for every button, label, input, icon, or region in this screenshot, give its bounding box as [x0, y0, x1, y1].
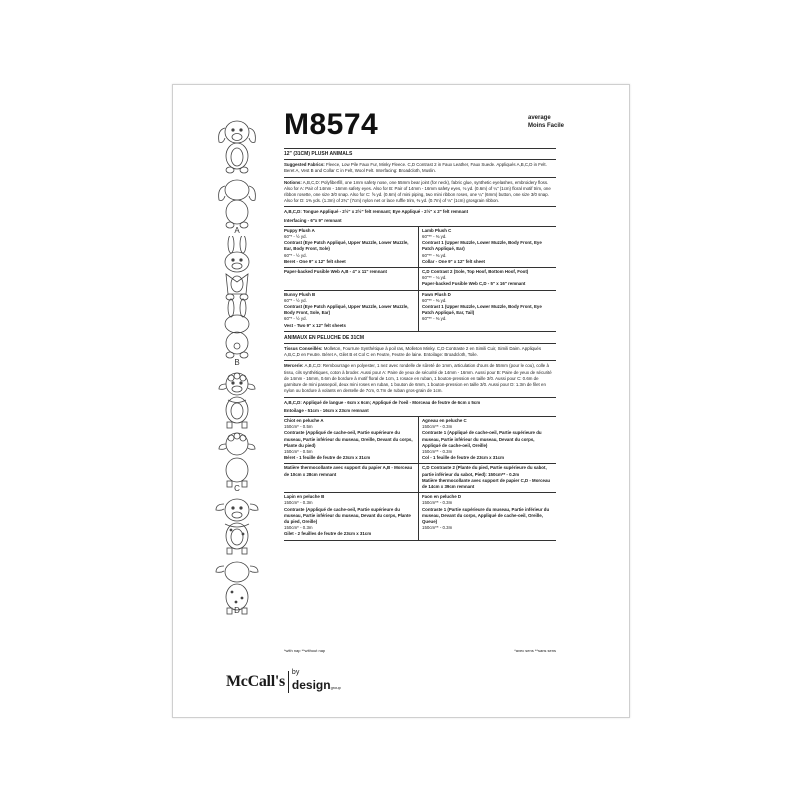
divider — [284, 397, 556, 398]
fabrics-label-fr: Tissus Conseillés: — [284, 346, 323, 352]
view-title: Lamb Plush C — [422, 227, 452, 233]
notions — [284, 180, 556, 205]
difficulty-label — [528, 114, 564, 130]
figure-letter: B — [234, 358, 240, 367]
yardage-line: Collar - One 9" x 12" felt sheet — [422, 258, 485, 264]
yardage-line: Matière thermocollante avec support du papier A,B - Morceau de 10cm x 28cm remnant — [284, 465, 413, 477]
yardage-line: 150cm* - 0.3m — [284, 500, 313, 506]
puppy-illustration — [198, 112, 276, 232]
suggested-fabrics — [284, 162, 556, 174]
logo-by: by — [291, 669, 300, 676]
view-title: Lapin en peluche B — [284, 494, 325, 500]
tissus-conseilles — [284, 346, 556, 358]
pattern-number: M8574 — [284, 108, 379, 141]
divider — [284, 206, 556, 207]
notions-label: Notions: — [284, 179, 302, 185]
difficulty-fr: Moins Facile — [528, 123, 565, 129]
illustrations-column — [198, 112, 276, 622]
yardage-line: Beret - One 9" x 12" felt sheet — [284, 258, 346, 264]
yardage-line: Béret - 1 feuille de feutre de 23cm x 31cm — [284, 455, 371, 461]
figure-letter: D — [234, 606, 240, 615]
yardage-line: 150cm** - 0.3m — [422, 424, 453, 430]
yardage-row — [284, 226, 556, 267]
yardage-line: 60"** - ⅜ yd. — [422, 316, 447, 322]
logo-group: group — [330, 685, 341, 690]
divider — [284, 159, 556, 160]
english-yardage-table — [284, 226, 556, 332]
mercerie — [284, 363, 556, 394]
yardage-cell — [419, 226, 557, 267]
yardage-line: Contrast (Eye Patch Appliqué, Upper Muzzle, Lower Muzzle, Body Front, Sole, Ear) — [284, 304, 409, 316]
yardage-cell — [284, 290, 419, 331]
view-title: Fawn Plush D — [422, 291, 451, 297]
yardage-row — [284, 464, 556, 493]
view-title: Puppy Plush A — [284, 227, 315, 233]
yardage-line: 150cm* - 0.3m — [284, 525, 313, 531]
yardage-line: 60"** - ⅜ yd. — [422, 234, 447, 240]
yardage-line: 60"** - ⅜ yd. — [422, 297, 447, 303]
yardage-line: Gilet - 2 feuilles de feutre de 23cm x 31cm — [284, 531, 372, 537]
view-title: Chiot en peluche A — [284, 417, 324, 423]
fabrics-label: Suggested Fabrics: — [284, 162, 325, 168]
yardage-line: Contraste (Appliqué de cache-oeil, Partie supérieure du museau, Partie inférieur du museau, Oreille, Devant du corps, Plante du pied) — [284, 430, 413, 448]
yardage-line: 150cm** - 0.3m — [422, 448, 453, 454]
logo-design: design — [291, 678, 331, 692]
lamb-illustration — [198, 370, 276, 492]
yardage-line: 150cm* - 0.5m — [284, 448, 313, 454]
yardage-cell — [284, 416, 419, 463]
yardage-line: Contrast (Eye Patch Appliqué, Upper Muzzle, Lower Muzzle, Ear, Body Front, Sole) — [284, 240, 409, 252]
yardage-line: Contraste 1 (Partie supérieure du museau, Partie inférieur du museau, Devant du corps, Appliqué de cache-oeil, Oreille, Queue) — [422, 506, 550, 524]
yardage-line: 150cm** - 0.3m — [422, 500, 453, 506]
fawn-illustration — [198, 494, 276, 620]
yardage-line: 60"* - ½ yd. — [284, 234, 307, 240]
yardage-line: 60"** - ⅛ yd. — [422, 275, 447, 281]
divider — [284, 343, 556, 344]
logo-divider — [288, 671, 289, 693]
applique-requirements: A,B,C,D: Tongue Appliqué - 2½" x 2½" felt remnant; Eye Appliqué - 2½" x 2" felt remnant — [284, 209, 469, 215]
yardage-line: Contrast 1 (Upper Muzzle, Lower Muzzle, Body Front, Eye Patch Appliqué, Ear) — [422, 240, 542, 252]
yardage-cell — [419, 290, 557, 331]
view-title: Agneau en peluche C — [422, 417, 467, 423]
nap-note-fr: *avec sens **sans sens — [514, 648, 556, 653]
notions-label-fr: Mercerie: — [284, 363, 304, 369]
applique-requirements-fr: A,B,C,D: Appliqué de langue - 6cm x 6cm; Appliqué de l'oeil - Morceau de feutre de 6cm x 5cm — [284, 399, 481, 405]
nap-note-en: *with nap **without nap — [284, 648, 326, 653]
view-title: Faon en peluche D — [422, 494, 462, 500]
yardage-line: 150cm** - 0.3m — [422, 525, 453, 531]
yardage-cell — [284, 464, 419, 493]
yardage-line: 60"* - ½ yd. — [284, 297, 307, 303]
yardage-line: Paper-backed Fusible Web C,D - 5" x 16" remnant — [422, 281, 526, 287]
yardage-line: Col - 1 feuille de feutre de 23cm x 31cm — [422, 455, 504, 461]
fabrics-text: Fleece, Low Pile Faux Fur, Minky Fleece. C,D Contrast 2 in Faux Leather, Faux Suede. Appliqués A,B,C,D in Felt. Beret A, Vest B and Collar C in Felt, Wool Felt. Interfacing: Broadcloth, Muslin. — [284, 162, 547, 174]
french-title: ANIMAUX EN PELUCHE DE 31CM — [284, 334, 365, 341]
yardage-line: 60"* - ½ yd. — [284, 252, 307, 258]
yardage-cell — [284, 493, 419, 540]
view-title: Bunny Plush B — [284, 291, 316, 297]
yardage-line: 150cm* - 0.5m — [284, 424, 313, 430]
yardage-row — [284, 493, 556, 540]
yardage-line: Matière thermocollante avec support de papier C,D - Morceau de 14cm x 39cm remnant — [422, 477, 551, 489]
divider — [284, 177, 556, 178]
interfacing-requirement: Interfacing - 6"x 9" remnant — [284, 217, 342, 223]
notions-text: A,B,C,D: Polyfiberfill, one 1mm safety nose, one 55mm bear joint (for neck), fabric glue, synthetic eyelashes, embroidery floss. Also for A: Pair of 14mm - 16mm safety eyes. Also for B: Pair of 14mm - 16mm safety eyes, ⅛ yd. (0.6m) of ¼" (1cm) floral motif trim, one ribbon rosette, one size 3/0 snap. Also for C: ⅝ yd. (0.6m) of mini piping, two mini ribbon roses, one ¼" (6mm) button, one size 3/0 snap. Also for D: 1⅜ yds. (1.3m) of 2¾" (7cm) nylon net or lace ruffle trim, ⅜ yd. (0.7m) of ⅛" (1cm) grosgrain ribbon. — [284, 179, 551, 204]
yardage-line: Paper-backed Fusible Web A,B - 4" x 11" remnant — [284, 269, 387, 275]
yardage-cell — [419, 464, 557, 493]
yardage-cell — [419, 493, 557, 540]
view-title: C,D Contrast 2 (Sole, Top Hoof, Bottom Hoof, Foot) — [422, 269, 529, 275]
design-group-logo — [292, 669, 341, 694]
divider — [284, 148, 556, 149]
fabrics-text-fr: Molleton, Fourrure Synthétique à poil ras, Molleton Minky. C,D Contraste 2 en Simili Cuir, Simili Daim. Appliqués A,B,C,D en Feutre. Béret A, Gilet B et Col C en Feutre, Feutre de laine. Entoilage: Broadcloth, Toile. — [284, 346, 542, 358]
yardage-cell — [284, 226, 419, 267]
bunny-illustration — [198, 236, 276, 360]
divider — [284, 360, 556, 361]
french-yardage-table — [284, 416, 556, 541]
yardage-row — [284, 416, 556, 463]
yardage-line: Contrast 1 (Upper Muzzle, Lower Muzzle, Body Front, Eye Patch Appliqué, Ear, Tail) — [422, 304, 542, 316]
notions-text-fr: A,B,C,D: Rembourrage en polyester, 1 nez avec rondelle de sûreté de 1mm, articulation d'ours de 55mm (pour le cou), colle à tissu, cils synthétiques, coton à broder. Aussi pour A: Paire de yeux de sécurité de 14mm - 16mm. Aussi pour B: Paire de yeux de sécurité de 14mm - 16mm, 0.6m de bordure à motif floral de 1cm, 1 rosace en ruban, 1 bouton-pression en taille 3/0. Aussi pour C: 0.6m de garniture de mini passepoil, deux mini roses en ruban, 1 bouton de 6mm, 1 bouton-pression en taille 3/0. Aussi pour D: 1.3m de filet en nylon ou bordure à volants en dentelle de 7cm, 0.7m de ruban gros-grain de 1cm. — [284, 363, 552, 394]
yardage-cell — [284, 268, 419, 291]
view-title: C,D Contraste 2 (Plante du pied, Partie supérieure du sabot, partie inférieur du sabot, Pied): 150cm** - 0.2m — [422, 465, 547, 477]
interfacing-requirement-fr: Entoilage - 51cm - 16cm x 23cm remnant — [284, 407, 369, 413]
nap-notes — [284, 648, 556, 653]
english-title: 12" (31CM) PLUSH ANIMALS — [284, 151, 353, 157]
difficulty-en: average — [528, 115, 551, 121]
pattern-details — [284, 146, 556, 543]
yardage-line: Contraste (Appliqué de cache-oeil, Partie supérieure du museau, Partie inférieur du museau, Devant du corps, Plante du pied, Oreille) — [284, 506, 411, 524]
brand-logo — [226, 669, 341, 694]
yardage-line: 60"* - ½ yd. — [284, 316, 307, 322]
figure-letter: C — [234, 484, 240, 493]
yardage-line: 60"** - ⅜ yd. — [422, 252, 447, 258]
yardage-line: Vest - Two 9" x 12" felt sheets — [284, 322, 346, 328]
yardage-row — [284, 290, 556, 331]
yardage-row — [284, 268, 556, 291]
figure-letter: A — [234, 226, 240, 235]
yardage-cell — [419, 416, 557, 463]
mccalls-logo: McCall's — [226, 672, 285, 690]
yardage-cell — [419, 268, 557, 291]
yardage-line: Contraste 1 (Appliqué de cache-oeil, Partie supérieure du museau, Partie inférieur du museau, Devant du corps, Appliqué de cache-oeil, Oreille) — [422, 430, 542, 448]
